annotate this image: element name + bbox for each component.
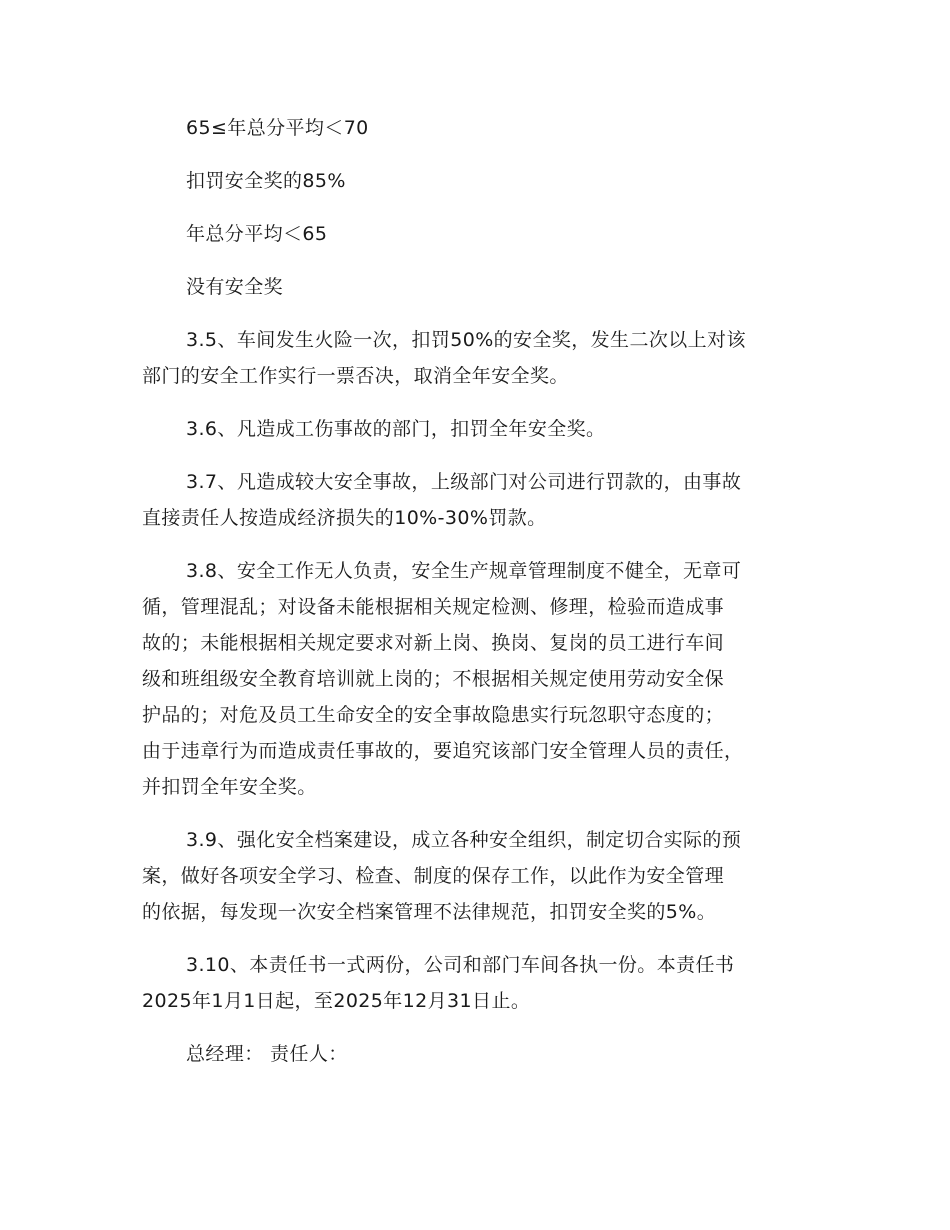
paragraph-line: 护品的；对危及员工生命安全的安全事故隐患实行玩忽职守态度的； <box>142 704 725 726</box>
paragraph-line: 3.5、车间发生火险一次，扣罚50%的安全奖，发生二次以上对该 <box>186 329 746 351</box>
paragraph-line: 并扣罚全年安全奖。 <box>142 776 317 798</box>
score-rule-condition: 65≤年总分平均＜70 <box>186 117 369 139</box>
paragraph-3-10 <box>142 947 812 1019</box>
paragraph-3-8 <box>142 553 812 805</box>
signature-line: 总经理： 责任人： <box>186 1043 348 1065</box>
paragraph-line: 循，管理混乱；对设备未能根据相关规定检测、修理，检验而造成事 <box>142 596 725 618</box>
paragraph-3-7 <box>142 464 812 536</box>
paragraph-line: 3.10、本责任书一式两份，公司和部门车间各执一份。本责任书 <box>186 954 735 976</box>
document-body <box>142 110 812 1072</box>
paragraph-line: 3.8、安全工作无人负责，安全生产规章管理制度不健全，无章可 <box>186 560 742 582</box>
paragraph-line: 级和班组级安全教育培训就上岗的；不根据相关规定使用劳动安全保 <box>142 668 725 690</box>
paragraph-line: 的依据，每发现一次安全档案管理不法律规范，扣罚安全奖的5%。 <box>142 901 717 923</box>
score-rule-condition: 年总分平均＜65 <box>186 223 328 245</box>
paragraph-line: 直接责任人按造成经济损失的10%-30%罚款。 <box>142 507 547 529</box>
paragraph-line: 3.7、凡造成较大安全事故，上级部门对公司进行罚款的，由事故 <box>186 471 742 493</box>
paragraph-line: 2025年1月1日起，至2025年12月31日止。 <box>142 990 531 1012</box>
paragraph-line: 3.9、强化安全档案建设，成立各种安全组织，制定切合实际的预 <box>186 829 742 851</box>
paragraph-line: 故的；未能根据相关规定要求对新上岗、换岗、复岗的员工进行车间 <box>142 632 725 654</box>
score-rule-result: 扣罚安全奖的85% <box>186 170 346 192</box>
paragraph-line: 3.6、凡造成工伤事故的部门，扣罚全年安全奖。 <box>186 418 606 440</box>
paragraph-line: 部门的安全工作实行一票否决，取消全年安全奖。 <box>142 365 569 387</box>
paragraph-line: 案，做好各项安全学习、检查、制度的保存工作，以此作为安全管理 <box>142 865 725 887</box>
paragraph-line: 由于违章行为而造成责任事故的，要追究该部门安全管理人员的责任， <box>142 740 744 762</box>
score-rule-result: 没有安全奖 <box>186 276 284 298</box>
paragraph-3-6 <box>142 411 812 447</box>
paragraph-3-9 <box>142 822 812 930</box>
paragraph-3-5 <box>142 322 812 394</box>
